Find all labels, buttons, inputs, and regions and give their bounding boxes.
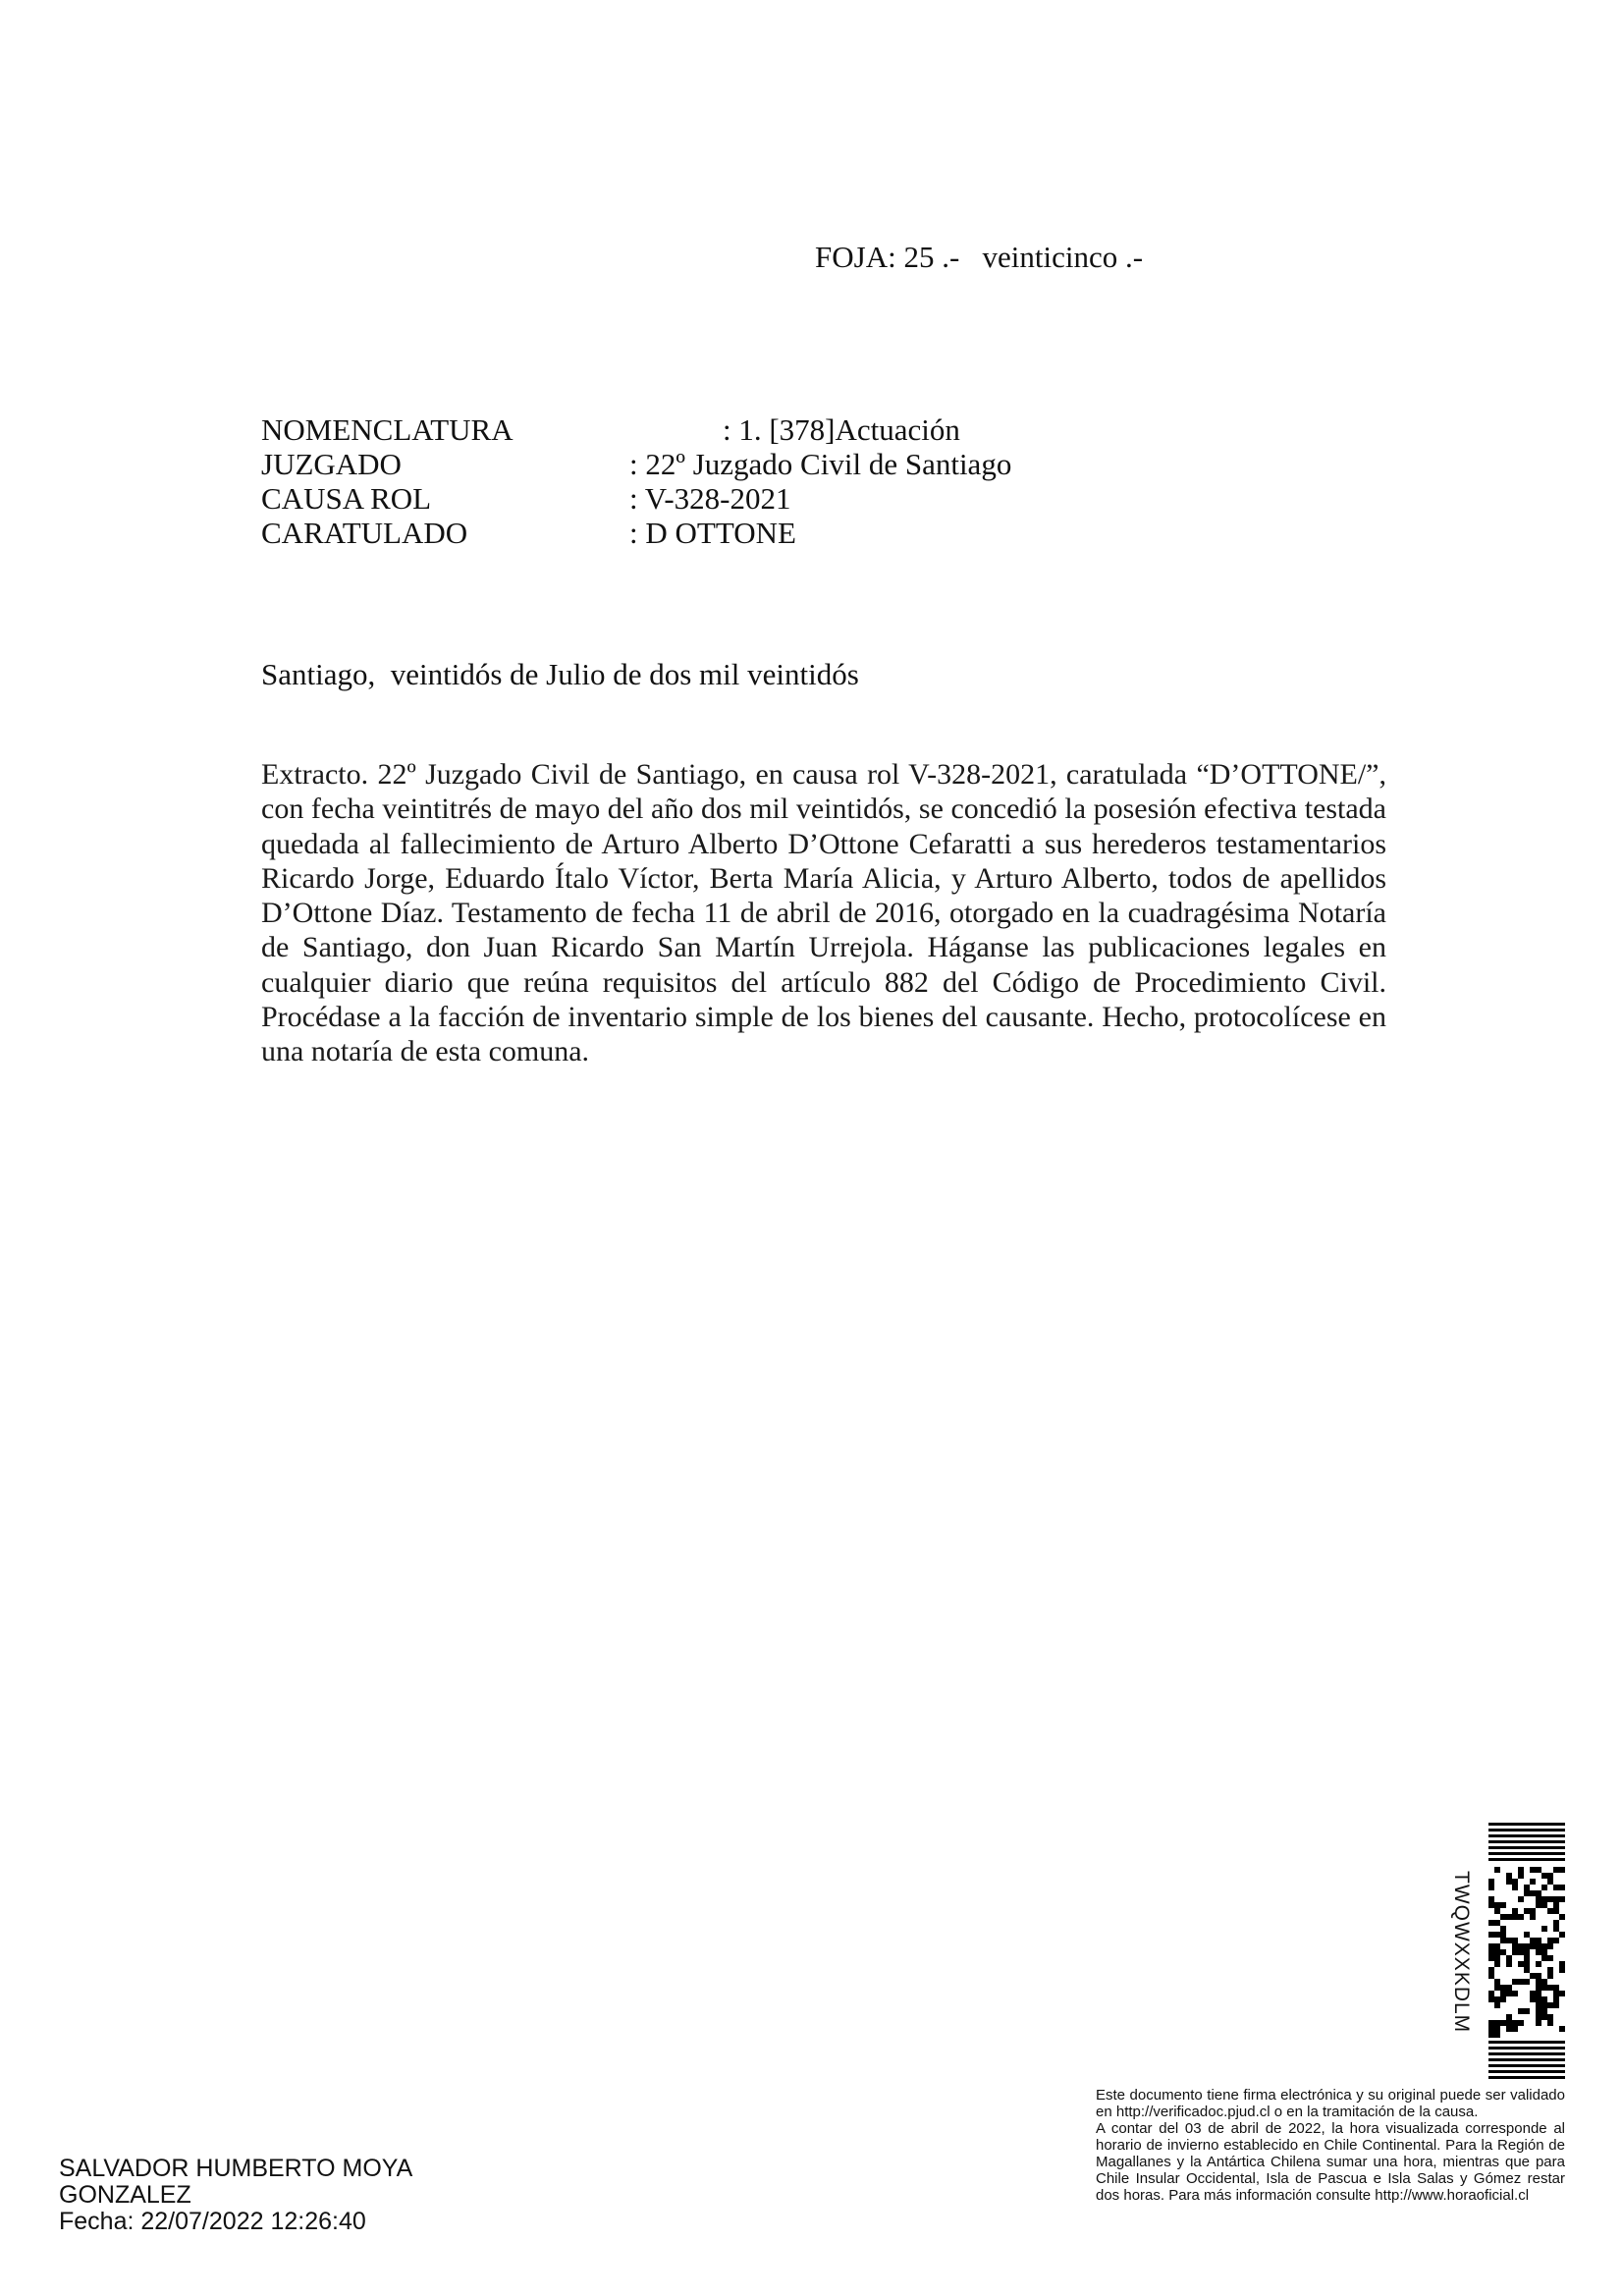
meta-value: : 1. [378]Actuación <box>723 412 960 447</box>
meta-key: JUZGADO <box>261 447 402 481</box>
signer-name-line1: SALVADOR HUMBERTO MOYA <box>59 2155 413 2182</box>
meta-key: NOMENCLATURA <box>261 412 514 447</box>
meta-value: : D OTTONE <box>629 516 796 550</box>
resolution-date: Santiago, veintidós de Julio de dos mil veintidós <box>261 657 859 691</box>
verification-barcode <box>1459 1821 1567 2081</box>
meta-key: CAUSA ROL <box>261 481 432 516</box>
signer-name-line2: GONZALEZ <box>59 2181 191 2209</box>
verification-code: TWQWXXKDLM <box>1450 1871 1473 2034</box>
foja-header <box>815 240 1143 275</box>
signer-block <box>59 2156 412 2235</box>
electronic-signature-notice: Este documento tiene firma electrónica y su original puede ser validado en http://verificadoc.pjud.cl o en la tramitación de la causa. A contar del 03 de abril de 2022, la hora visualizada corresponde al horario de invierno establecido en Chile Continental. Para la Región de Magallanes y la Antártica Chilena sumar una hora, mientras que para Chile Insular Occidental, Isla de Pascua e Isla Salas y Gómez restar dos horas. Para más información consulte http://www.horaoficial.cl <box>1096 2087 1565 2204</box>
meta-value: : V-328-2021 <box>629 481 791 516</box>
resolution-body: Extracto. 22º Juzgado Civil de Santiago, en causa rol V-328-2021, caratulada “D’OTTONE/”, con fecha veintitrés de mayo del año dos mil veintidós, se concedió la posesión efectiva testada quedada al fallecimiento de Arturo Alberto D’Ottone Cefaratti a sus herederos testamentarios Ricardo Jorge, Eduardo Ítalo Víctor, Berta María Alicia, y Arturo Alberto, todos de apellidos D’Ottone Díaz. Testamento de fecha 11 de abril de 2016, otorgado en la cuadragésima Notaría de Santiago, don Juan Ricardo San Martín Urrejola. Háganse las publicaciones legales en cualquier diario que reúna requisitos del artículo 882 del Código de Procedimiento Civil. Procédase a la facción de inventario simple de los bienes del causante. Hecho, protocolícese en una notaría de esta comuna. <box>261 758 1386 1068</box>
signature-date: Fecha: 22/07/2022 12:26:40 <box>59 2208 366 2235</box>
meta-key: CARATULADO <box>261 516 468 550</box>
meta-value: : 22º Juzgado Civil de Santiago <box>629 447 1012 481</box>
foja-number: FOJA: 25 .- <box>815 240 960 274</box>
barcode-graphic <box>1459 1821 1567 2081</box>
foja-words: veinticinco .- <box>982 240 1144 274</box>
